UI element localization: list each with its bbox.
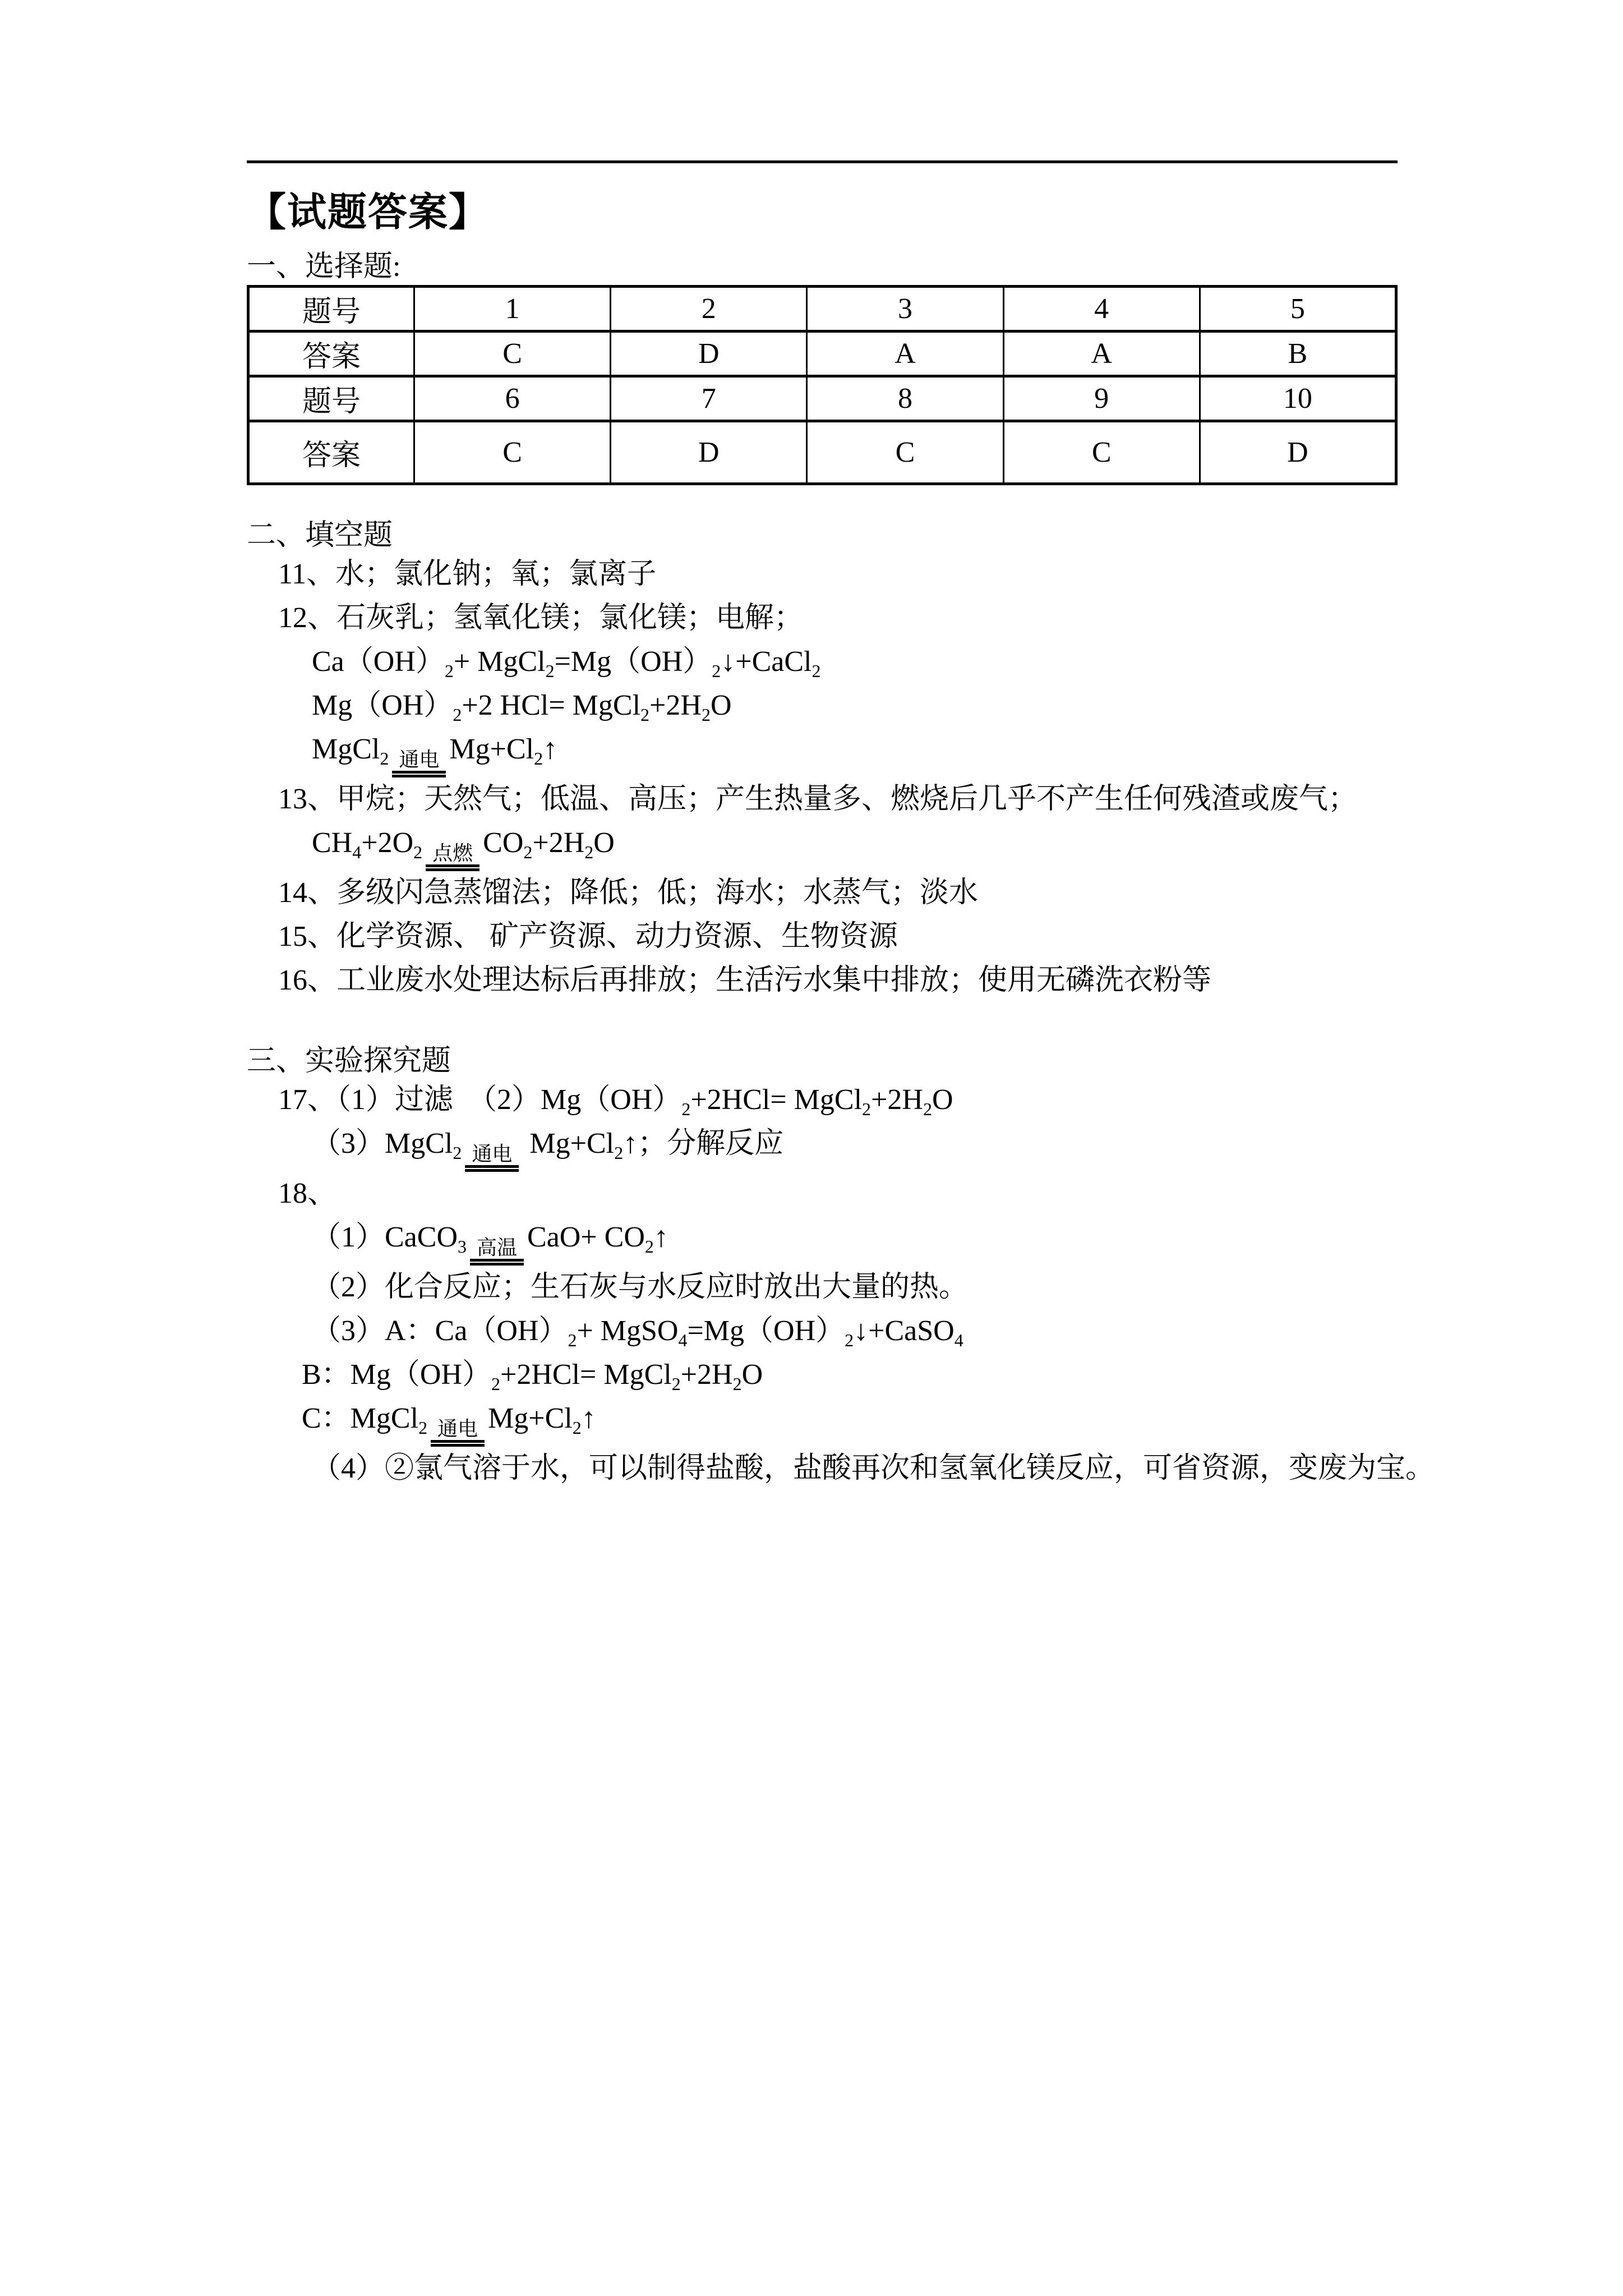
answer-cell: A xyxy=(1003,332,1200,376)
row-header-cell: 答案 xyxy=(248,421,414,484)
subscript: 2 xyxy=(845,1330,854,1351)
table-row xyxy=(248,376,1396,421)
subscript: 2 xyxy=(534,748,543,769)
subscript: 2 xyxy=(614,1143,624,1163)
subscript: 2 xyxy=(640,705,650,725)
row-header-cell: 题号 xyxy=(248,287,414,332)
subscript: 2 xyxy=(671,1374,681,1395)
answer-cell: 8 xyxy=(807,376,1003,421)
answer-line: （4）②氯气溶于水，可以制得盐酸，盐酸再次和氢氧化镁反应，可省资源，变废为宝。 xyxy=(312,1452,1435,1484)
reaction-condition xyxy=(426,843,479,871)
answer-cell: 1 xyxy=(414,287,611,332)
answer-line: C：MgCl$_2$ 通电 $Mg+Cl_2↑$ xyxy=(247,1397,1398,1447)
answer-line: （2）化合反应；生石灰与水反应时放出大量的热。 xyxy=(312,1271,969,1303)
answer-line: 16、工业废水处理达标后再排放；生活污水集中排放；使用无磷洗衣粉等 xyxy=(278,964,1212,996)
subscript: 2 xyxy=(732,1374,742,1395)
answer-cell: 3 xyxy=(807,287,1003,332)
answer-table xyxy=(247,285,1398,485)
double-equals-sign xyxy=(392,771,446,777)
answer-cell: D xyxy=(611,332,807,376)
table-row xyxy=(248,421,1396,484)
section-heading-choice: 一、选择题: xyxy=(247,251,401,283)
subscript: 2 xyxy=(523,842,533,863)
answer-cell: 4 xyxy=(1003,287,1200,332)
condition-label: 点燃 xyxy=(432,842,473,864)
double-equals-sign xyxy=(465,1165,519,1172)
answer-line: $CH_4+2O_2$ 点燃 $CO_2+2H_2O$ xyxy=(247,821,1398,871)
condition-label: 通电 xyxy=(472,1143,513,1165)
subscript: 2 xyxy=(453,705,462,725)
top-rule xyxy=(247,160,1398,163)
subscript: 2 xyxy=(418,1418,428,1438)
answer-cell: 5 xyxy=(1200,287,1396,332)
condition-label: 通电 xyxy=(399,748,440,771)
experiment-answer-lines xyxy=(247,1078,1435,1490)
answer-cell: A xyxy=(807,332,1003,376)
subscript: 2 xyxy=(545,661,555,682)
table-row xyxy=(248,332,1396,376)
section-heading-experiment: 三、实验探究题 xyxy=(247,1045,451,1077)
subscript: 2 xyxy=(681,1099,691,1120)
reaction-condition xyxy=(470,1237,524,1266)
answer-cell: 9 xyxy=(1003,376,1200,421)
subscript: 2 xyxy=(923,1099,932,1120)
condition-label: 高温 xyxy=(477,1236,518,1259)
table-row xyxy=(248,287,1396,332)
subscript: 2 xyxy=(862,1099,872,1120)
reaction-condition xyxy=(431,1419,485,1447)
double-equals-sign xyxy=(470,1259,524,1266)
answer-cell: B xyxy=(1200,332,1396,376)
answer-line: $Mg(OH)_2+2$ $HCl= MgCl_2+2H_2O$ xyxy=(312,689,732,725)
answer-line: （3）A：$Ca(OH)_2+$ $MgSO_4=Mg(OH)_2↓+CaSO_4$ xyxy=(312,1315,963,1351)
subscript: 4 xyxy=(678,1330,688,1351)
double-equals-sign xyxy=(426,864,479,871)
subscript: 2 xyxy=(444,661,454,682)
answer-line: 13、甲烷；天然气；低温、高压；产生热量多、燃烧后几乎不产生任何残渣或废气； xyxy=(278,783,1358,815)
subscript: 2 xyxy=(380,748,389,769)
answer-line: 12、石灰乳；氢氧化镁；氯化镁；电解； xyxy=(278,602,804,634)
document-content xyxy=(247,191,1435,1490)
subscript: 2 xyxy=(712,661,721,682)
section-heading-blanks: 二、填空题 xyxy=(247,519,393,551)
answer-cell: C xyxy=(414,332,611,376)
answer-line: （3）MgCl$_2$ 通电 $Mg+Cl_2↑$；分解反应 xyxy=(247,1122,1398,1172)
subscript: 3 xyxy=(458,1236,467,1257)
subscript: 2 xyxy=(413,842,423,863)
subscript: 2 xyxy=(644,1236,654,1257)
row-header-cell: 题号 xyxy=(248,376,414,421)
subscript: 2 xyxy=(491,1374,501,1395)
reaction-condition xyxy=(392,749,446,777)
subscript: 2 xyxy=(572,1418,582,1438)
subscript: 4 xyxy=(954,1330,963,1351)
answer-cell: C xyxy=(414,421,611,484)
answer-cell: D xyxy=(1200,421,1396,484)
answer-cell: 6 xyxy=(414,376,611,421)
answer-cell: C xyxy=(807,421,1003,484)
answer-cell: C xyxy=(1003,421,1200,484)
answer-line: $Ca(OH)_2+$ $MgCl_2=Mg(OH)_2↓+CaCl_2$ xyxy=(312,646,821,682)
answer-line: 17、（1）过滤 $(2)Mg(OH)_2+2HCl=$ $MgCl_2+2H_2O$ xyxy=(278,1084,953,1120)
answer-line: MgCl$_2$ 通电 $Mg+Cl_2↑$ xyxy=(247,728,1398,777)
row-header-cell: 答案 xyxy=(248,332,414,376)
answer-cell: 7 xyxy=(611,376,807,421)
subscript: 2 xyxy=(584,842,594,863)
answer-cell: 10 xyxy=(1200,376,1396,421)
answer-line: 15、化学资源、 矿产资源、动力资源、生物资源 xyxy=(278,921,898,953)
answer-line: 18、 xyxy=(278,1177,337,1209)
blanks-answer-lines xyxy=(247,553,1398,1002)
subscript: 4 xyxy=(352,842,362,863)
answer-cell: D xyxy=(611,421,807,484)
answer-line: 14、多级闪急蒸馏法；降低；低；海水；水蒸气；淡水 xyxy=(278,877,979,909)
subscript: 2 xyxy=(811,661,821,682)
answer-line: B：$Mg(OH)_2+2HCl=$ $MgCl_2+2H_2O$ xyxy=(302,1359,763,1395)
subscript: 2 xyxy=(453,1143,462,1163)
subscript: 2 xyxy=(568,1330,577,1351)
answer-table-body xyxy=(248,287,1396,484)
double-equals-sign xyxy=(431,1440,485,1447)
answer-cell: 2 xyxy=(611,287,807,332)
answer-line: （1）CaCO$_3$ 高温 $CaO+ CO_2↑$ xyxy=(247,1216,1398,1266)
answer-line: 11、水；氯化钠；氧；氯离子 xyxy=(278,558,657,590)
reaction-condition xyxy=(465,1144,519,1172)
page-title: 【试题答案】 xyxy=(247,191,489,234)
subscript: 2 xyxy=(701,705,711,725)
condition-label: 通电 xyxy=(437,1418,478,1440)
